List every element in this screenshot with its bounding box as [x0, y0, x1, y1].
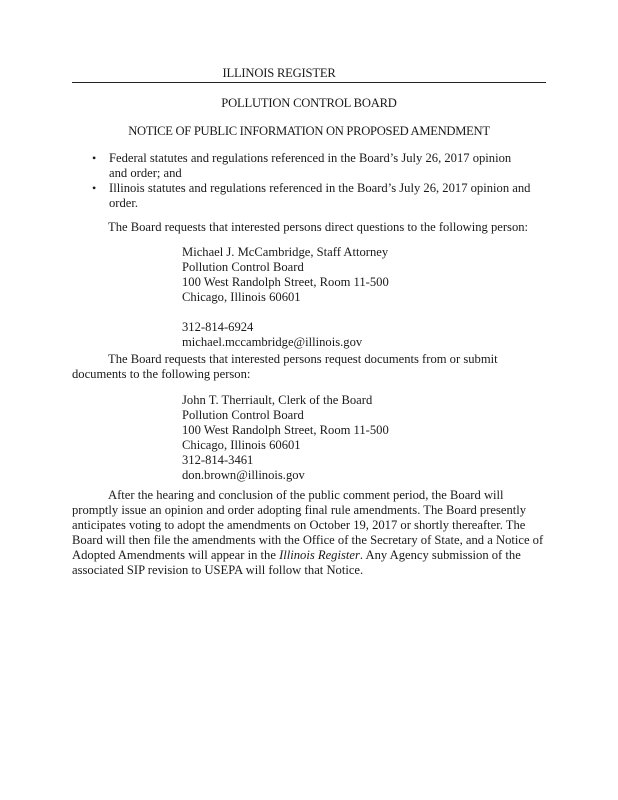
register-title: ILLINOIS REGISTER	[222, 66, 336, 80]
bullet-icon: •	[92, 181, 97, 195]
contact-phone: 312-814-3461	[182, 453, 254, 467]
register-header	[72, 66, 546, 81]
closing-paragraph	[72, 488, 546, 578]
bullet-item	[92, 151, 532, 181]
contact-name: John T. Therriault, Clerk of the Board	[182, 393, 373, 407]
document-contact-block	[182, 393, 512, 483]
contact-name: Michael J. McCambridge, Staff Attorney	[182, 245, 389, 259]
closing-text-1: After the hearing and conclusion of the public comment period, the Board will promptly issue an opinion and order adopting final rule amendments. The Board presently anticipates voting to adopt the amendments on October 19, 2017 or shortly thereafter. The Board will then file the amendments with the Office of the Secretary of State, and a Notice of Adopted Amendments will appear in the	[72, 488, 544, 562]
documents-intro: The Board requests that interested persons request documents from or submit documents to the following person:	[72, 352, 498, 381]
notice-title: NOTICE OF PUBLIC INFORMATION ON PROPOSED AMENDMENT	[128, 124, 490, 138]
bullet-text: Federal statutes and regulations referenced in the Board’s July 26, 2017 opinion and order; and	[109, 151, 512, 180]
contact-street: 100 West Randolph Street, Room 11-500	[182, 423, 389, 437]
closing-italic-text: Illinois Register	[279, 548, 360, 562]
bullet-text: Illinois statutes and regulations referenced in the Board’s July 26, 2017 opinion and order.	[109, 181, 531, 210]
header-rule	[72, 82, 546, 83]
questions-intro: The Board requests that interested persons direct questions to the following person:	[108, 220, 529, 234]
contact-city: Chicago, Illinois 60601	[182, 438, 301, 452]
contact-org: Pollution Control Board	[182, 408, 304, 422]
closing-text-2: . Any Agency submission of the associated SIP revision to USEPA will follow that Notice.	[72, 548, 521, 577]
contact-org: Pollution Control Board	[182, 260, 304, 274]
contact-email: michael.mccambridge@illinois.gov	[182, 335, 363, 349]
bullet-item	[92, 181, 532, 211]
bullet-icon: •	[92, 151, 97, 165]
contact-phone: 312-814-6924	[182, 320, 254, 334]
board-name: POLLUTION CONTROL BOARD	[221, 96, 397, 110]
question-contact-block	[182, 245, 512, 350]
contact-city: Chicago, Illinois 60601	[182, 290, 301, 304]
contact-street: 100 West Randolph Street, Room 11-500	[182, 275, 389, 289]
bullet-list	[92, 151, 532, 211]
contact-email: don.brown@illinois.gov	[182, 468, 305, 482]
